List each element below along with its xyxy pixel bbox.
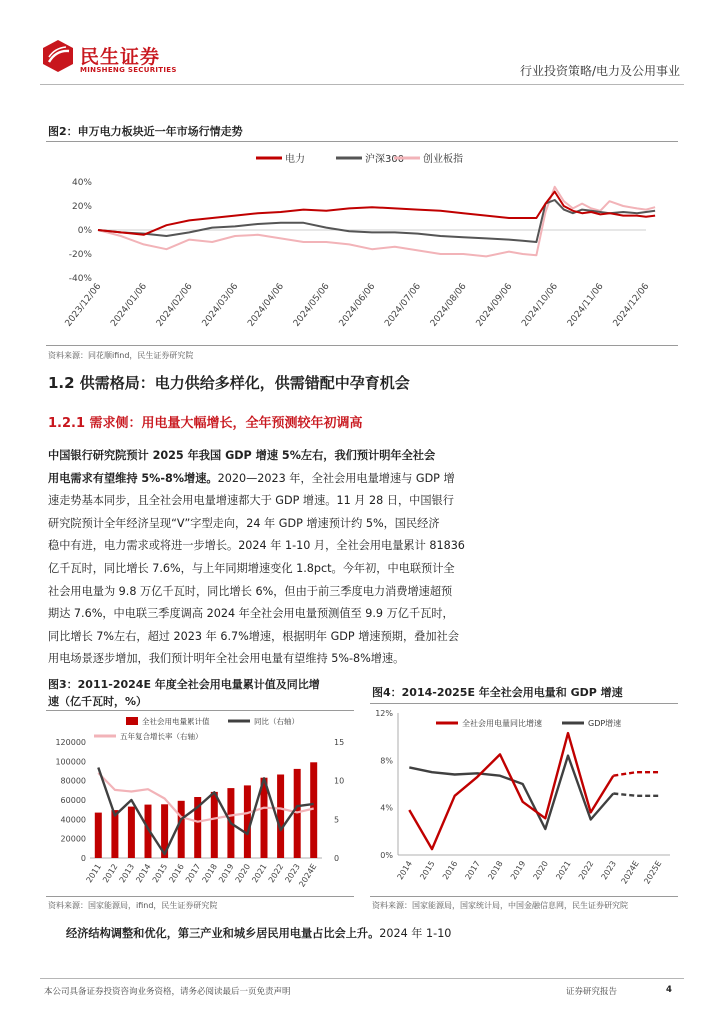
paragraph-text: 社会用电量为 9.8 万亿千瓦时，同比增长 6%，但由于前三季度电力消费增速超预 [48, 584, 453, 598]
figure2-top-rule [46, 141, 678, 142]
header-divider [40, 84, 684, 85]
figure2-source: 资料来源：同花顺ifind，民生证券研究院 [48, 351, 194, 360]
paragraph-line [48, 445, 678, 468]
x-tick-label: 2024/06/06 [337, 281, 378, 329]
x-tick-label: 2018 [200, 862, 219, 885]
y-tick-label: 20% [71, 202, 92, 212]
x-tick-label: 2024/02/06 [154, 281, 195, 329]
figure3-title-line2: 速（亿千瓦时，%） [48, 695, 148, 708]
legend-label: 全社会用电量累计值 [142, 717, 210, 726]
paragraph-line [48, 581, 678, 604]
continuation-text: 2024 年 1-10 [379, 927, 452, 940]
y-tick-label: 0% [77, 226, 92, 236]
legend-swatch-bar [126, 717, 138, 725]
figure2-bottom-rule [46, 345, 678, 346]
left-tick-label: 120000 [55, 738, 86, 747]
figure2-chart [46, 146, 678, 342]
legend-label: 创业板指 [423, 154, 463, 165]
paragraph-text: 稳中有进，电力需求或将进一步增长。2024 年 1-10 月，全社会用电量累计 81836 [48, 539, 465, 553]
legend-label: GDP增速 [588, 719, 622, 728]
series-line-全社会用电量同比增速 [409, 733, 613, 849]
continuation-paragraph [66, 925, 451, 941]
bar-2012 [111, 810, 118, 858]
left-tick-label: 80000 [60, 776, 86, 786]
x-tick-label: 2020 [531, 859, 551, 882]
left-tick-label: 60000 [60, 796, 86, 805]
subsection-heading: 1.2.1 需求侧：用电量大幅增长，全年预测较年初调高 [48, 416, 363, 431]
legend-label: 全社会用电量同比增速 [462, 719, 542, 728]
paragraph-line [48, 626, 678, 649]
x-tick-label: 2024/10/06 [520, 281, 561, 329]
right-tick-label: 5 [334, 815, 340, 825]
paragraph-text: 速走势基本同步，且全社会用电量增速都大于 GDP 增速。11 月 28 日，中国银行 [48, 494, 454, 508]
figure2-title: 图2：申万电力板块近一年市场行情走势 [48, 125, 243, 138]
x-tick-label: 2024/08/06 [428, 281, 469, 329]
paragraph-line [48, 490, 678, 513]
paragraph-line [48, 558, 678, 581]
paragraph-text: 亿千瓦时，同比增长 7.6%，与上年同期增速变化 1.8pct。今年初，中电联预计全 [48, 561, 455, 575]
x-tick-label: 2011 [84, 862, 103, 885]
figure3-bottom-rule [46, 896, 354, 897]
paragraph-line [48, 648, 678, 671]
figure4-bottom-rule [370, 896, 678, 897]
x-tick-label: 2022 [576, 859, 596, 882]
page-header [0, 0, 724, 90]
legend-label: 电力 [285, 154, 305, 165]
x-tick-label: 2020 [233, 862, 253, 885]
figure3-source: 资料来源：国家能源局，ifind，民生证券研究院 [48, 901, 218, 910]
x-tick-label: 2017 [463, 859, 483, 882]
x-tick-label: 2022 [266, 862, 286, 885]
left-tick-label: 20000 [60, 834, 86, 844]
bar-2022 [277, 775, 284, 859]
paragraph-text: 研究院预计全年经济呈现“V”字型走向，24 年 GDP 增速预计约 5%，国民经济 [48, 516, 440, 530]
x-tick-label: 2012 [101, 862, 120, 885]
paragraph-bold-text: 中国银行研究院预计 2025 年我国 GDP 增速 5%左右，我们预计明年全社会 [48, 449, 436, 462]
footer-disclaimer: 本公司具备证券投资咨询业务资格，请务必阅读最后一页免责声明 [44, 987, 291, 997]
x-tick-label: 2016 [440, 859, 460, 882]
paragraph-line [48, 603, 678, 626]
series-line-GDP增速 [409, 756, 613, 829]
left-tick-label: 40000 [60, 815, 86, 825]
bar-2018 [211, 792, 218, 858]
brand-name-cn: 民生证券 [80, 46, 161, 68]
bar-2011 [95, 813, 102, 858]
footer-report-type: 证券研究报告 [566, 987, 618, 997]
legend-label: 沪深300 [365, 154, 405, 165]
minsheng-logo-icon [40, 38, 76, 74]
y-tick-label: 4% [380, 803, 393, 813]
figure3-top-rule [46, 710, 354, 711]
y-tick-label: 8% [380, 756, 393, 766]
x-tick-label: 2024E [619, 859, 641, 886]
figure3-chart [46, 712, 356, 894]
x-tick-label: 2021 [250, 862, 269, 885]
y-tick-label: -20% [68, 250, 92, 260]
paragraph-text: 同比增长 7%左右，超过 2023 年 6.7%增速，根据明年 GDP 增速预期，叠加社会 [48, 629, 459, 643]
x-tick-label: 2017 [183, 862, 203, 885]
section-heading: 1.2 供需格局：电力供给多样化，供需错配中孕育机会 [48, 374, 410, 392]
figure4-top-rule [370, 703, 678, 704]
figure3-title-line1: 图3：2011-2024E 年度全社会用电量累计值及同比增 [48, 678, 320, 691]
legend-label: 同比（右轴） [254, 717, 299, 726]
x-tick-label: 2024/09/06 [474, 281, 515, 329]
bar-2013 [128, 807, 135, 858]
x-tick-label: 2024/03/06 [200, 281, 241, 329]
x-tick-label: 2018 [486, 859, 505, 882]
x-tick-label: 2015 [150, 862, 170, 885]
x-tick-label: 2023 [599, 859, 619, 882]
x-tick-label: 2014 [134, 862, 153, 885]
x-tick-label: 2025E [642, 859, 664, 886]
x-tick-label: 2016 [167, 862, 186, 885]
x-tick-label: 2024/01/06 [109, 281, 150, 329]
x-tick-label: 2021 [554, 859, 573, 882]
figure3-title [48, 676, 320, 710]
figure4-source: 资料来源：国家能源局，国家统计局，中国金融信息网，民生证券研究院 [372, 901, 628, 910]
x-tick-label: 2014 [395, 859, 415, 882]
x-tick-label: 2024/12/06 [611, 281, 652, 329]
x-tick-label: 2013 [117, 862, 137, 885]
left-tick-label: 0 [80, 854, 86, 863]
paragraph-line [48, 468, 678, 491]
x-tick-label: 2015 [418, 859, 437, 882]
y-tick-label: 12% [375, 709, 393, 718]
body-paragraph [48, 445, 678, 671]
x-tick-label: 2019 [508, 859, 528, 882]
paragraph-text: 用电场景逐步增加，我们预计明年全社会用电量有望维持 5%-8%增速。 [48, 652, 405, 666]
continuation-bold: 经济结构调整和优化，第三产业和城乡居民用电量占比会上升。 [66, 927, 380, 940]
x-tick-label: 2019 [217, 862, 236, 885]
x-tick-label: 2024/11/06 [565, 281, 606, 329]
paragraph-line [48, 535, 678, 558]
paragraph-text: 期达 7.6%，中电联三季度调高 2024 年全社会用电量预测值至 9.9 万亿千瓦时， [48, 607, 454, 621]
figure4-title: 图4：2014-2025E 年全社会用电量和 GDP 增速 [372, 686, 623, 699]
x-tick-label: 2024/05/06 [291, 281, 332, 329]
bar-2016 [178, 801, 185, 858]
figure4-chart [370, 705, 680, 895]
brand-name-en: MINSHENG SECURITIES [80, 66, 177, 74]
paragraph-line [48, 513, 678, 536]
footer-divider [40, 978, 684, 979]
x-tick-label: 2024/04/06 [246, 281, 287, 329]
series-forecast-line-全社会用电量同比增速 [613, 772, 658, 776]
x-tick-label: 2023/12/06 [63, 281, 104, 329]
page-number: 4 [666, 985, 672, 995]
y-tick-label: 40% [71, 178, 92, 188]
x-tick-label: 2023 [283, 862, 302, 885]
right-tick-label: 15 [334, 738, 345, 747]
report-category: 行业投资策略/电力及公用事业 [519, 64, 680, 78]
legend-label: 五年复合增长率（右轴） [120, 732, 203, 741]
paragraph-bold-text: 用电需求有望维持 5%-8%增速。 [48, 471, 218, 485]
x-tick-label: 2024/07/06 [383, 281, 424, 329]
paragraph-text: 2020—2023 年，全社会用电量增速与 GDP 增 [217, 471, 455, 485]
y-tick-label: -40% [68, 274, 92, 284]
y-tick-label: 0% [380, 851, 393, 860]
right-tick-label: 0 [334, 854, 340, 863]
left-tick-label: 100000 [55, 757, 86, 767]
right-tick-label: 10 [334, 776, 345, 786]
series-forecast-line-GDP增速 [613, 794, 658, 796]
x-tick-label: 2024E [297, 862, 319, 889]
